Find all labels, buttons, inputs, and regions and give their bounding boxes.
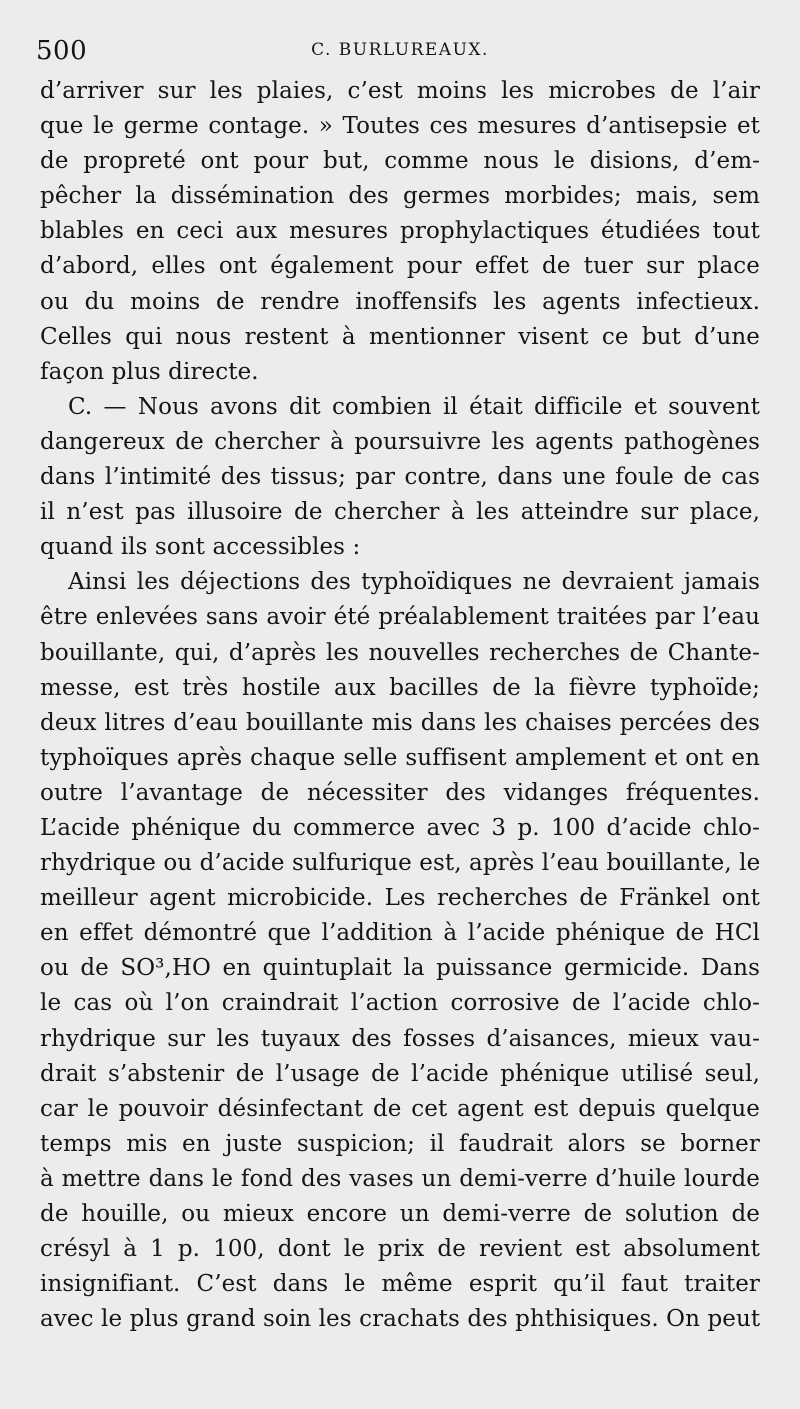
text-line: être enlevées sans avoir été préalablement traitées par l’eau — [40, 604, 760, 631]
text-line: insignifiant. C’est dans le même esprit qu’il faut traiter — [40, 1271, 760, 1298]
text-line: pêcher la dissémination des germes morbides; mais, sem — [40, 183, 760, 210]
text-line: typhoïques après chaque selle suffisent amplement et ont en — [40, 744, 760, 771]
text-line: il n’est pas illusoire de chercher à les atteindre sur place, — [40, 499, 760, 526]
text-line: Celles qui nous restent à mentionner visent ce but d’une — [40, 323, 760, 350]
text-line: de propreté ont pour but, comme nous le disions, d’em- — [40, 148, 760, 175]
text-line: car le pouvoir désinfectant de cet agent est depuis quelque — [40, 1095, 760, 1122]
text-line: d’abord, elles ont également pour effet de tuer sur place — [40, 253, 760, 280]
text-line: en effet démontré que l’addition à l’acide phénique de HCl — [40, 920, 760, 947]
text-line: ou de SO³,HO en quintuplait la puissance germicide. Dans — [40, 955, 760, 982]
text-line: d’arriver sur les plaies, c’est moins les microbes de l’air — [40, 78, 760, 104]
text-line: crésyl à 1 p. 100, dont le prix de revient est absolument — [40, 1236, 760, 1263]
text-line: bouillante, qui, d’après les nouvelles recherches de Chante- — [40, 639, 760, 666]
text-line: rhydrique sur les tuyaux des fosses d’aisances, mieux vau- — [40, 1025, 760, 1052]
text-line: le cas où l’on craindrait l’action corrosive de l’acide chlo- — [40, 990, 760, 1017]
text-line: quand ils sont accessibles : — [40, 534, 361, 561]
text-line: temps mis en juste suspicion; il faudrait alors se borner — [40, 1130, 760, 1157]
text-line: à mettre dans le fond des vases un demi-verre d’huile lourde — [40, 1165, 760, 1192]
running-head — [36, 28, 764, 68]
text-line: rhydrique ou d’acide sulfurique est, après l’eau bouillante, le — [40, 850, 761, 877]
page-number: 500 — [36, 36, 88, 66]
text-line: blables en ceci aux mesures prophylactiques étudiées tout — [40, 218, 760, 245]
text-line: outre l’avantage de nécessiter des vidanges fréquentes. — [40, 779, 760, 806]
text-line: messe, est très hostile aux bacilles de la fièvre typhoïde; — [40, 674, 760, 701]
text-line: deux litres d’eau bouillante mis dans les chaises percées des — [40, 709, 760, 736]
text-line: Ainsi les déjections des typhoïdiques ne devraient jamais — [68, 569, 760, 596]
text-line: drait s’abstenir de l’usage de l’acide phénique utilisé seul, — [40, 1060, 760, 1087]
text-line: dans l’intimité des tissus; par contre, dans une foule de cas — [40, 464, 760, 491]
running-title: C. BURLUREAUX. — [311, 40, 489, 60]
text-line: avec le plus grand soin les crachats des phthisiques. On peut — [40, 1306, 761, 1333]
text-line: de houille, ou mieux encore un demi-verre de solution de — [40, 1201, 760, 1227]
text-line: façon plus directe. — [40, 358, 259, 385]
text-line: C. — Nous avons dit combien il était difficile et souvent — [68, 393, 760, 420]
text-line: meilleur agent microbicide. Les recherches de Fränkel ont — [40, 885, 760, 912]
text-line: que le germe contage. » Toutes ces mesures d’antisepsie et — [40, 113, 760, 140]
text-line: dangereux de chercher à poursuivre les agents pathogènes — [40, 428, 760, 455]
body-text — [40, 74, 760, 1337]
text-line: ou du moins de rendre inoffensifs les agents infectieux. — [40, 288, 760, 315]
text-line: L’acide phénique du commerce avec 3 p. 100 d’acide chlo- — [40, 814, 760, 841]
